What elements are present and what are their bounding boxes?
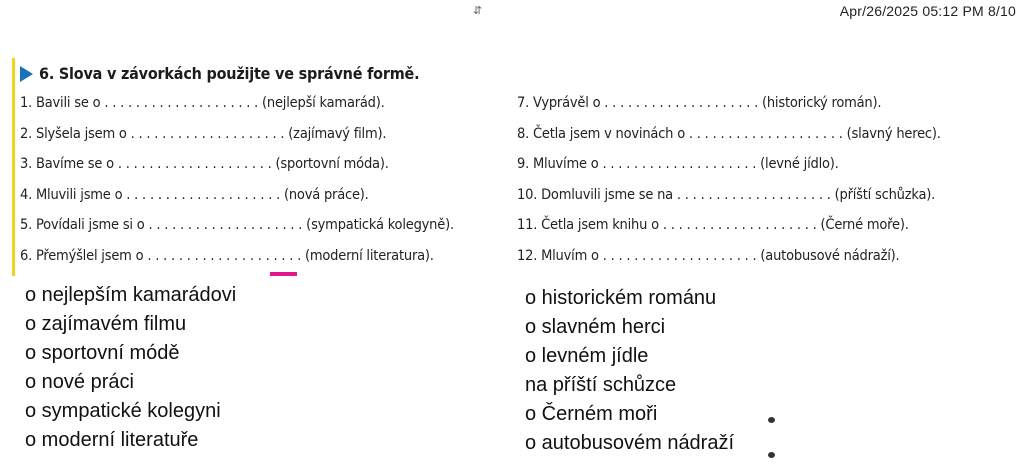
sort-arrows-icon[interactable]: ⇵ [473, 4, 483, 17]
exercise-item-5: 5. Povídali jsme si o . . . . . . . . . . . . . . . . . . . . (sympatická kolegyně). [20, 217, 454, 233]
answers-list-left [25, 283, 236, 457]
answers-list-right [525, 286, 734, 460]
exercise-item-8: 8. Četla jsem v novinách o . . . . . . . . . . . . . . . . . . . . (slavný herec). [517, 125, 941, 142]
datetime-status: Apr/26/2025 05:12 PM 8/10 [839, 3, 1016, 19]
exercise-item-2: 2. Slyšela jsem o . . . . . . . . . . . . . . . . . . . . (zajímavý film). [20, 125, 387, 142]
exercise-title: 6. Slova v závorkách použijte ve správné formě. [39, 64, 420, 83]
exercise-list-right [517, 94, 941, 277]
answer-item-5: o sympatické kolegyni [25, 400, 221, 422]
highlight-mark [270, 272, 297, 276]
answer-item-2: o zajímavém filmu [25, 313, 187, 335]
exercise-list-left [20, 94, 454, 277]
exercise-header [20, 64, 419, 83]
exercise-item-10: 10. Domluvili jsme se na . . . . . . . . . . . . . . . . . . . . (příští schůzka). [517, 186, 936, 203]
exercise-item-11: 11. Četla jsem knihu o . . . . . . . . . . . . . . . . . . . . (Černé moře). [517, 217, 909, 233]
answer-item-1: o nejlepším kamarádovi [25, 284, 237, 306]
answer-item-4: o nové práci [25, 371, 134, 393]
answer-item-10: na příští schůzce [525, 374, 677, 396]
text-cursor-handle-bottom[interactable] [768, 452, 775, 458]
exercise-item-7: 7. Vyprávěl o . . . . . . . . . . . . . . . . . . . . (historický román). [517, 95, 882, 111]
exercise-item-9: 9. Mluvíme o . . . . . . . . . . . . . . . . . . . . (levné jídlo). [517, 156, 839, 172]
exercise-panel [12, 58, 1012, 276]
exercise-item-4: 4. Mluvili jsme o . . . . . . . . . . . . . . . . . . . . (nová práce). [20, 186, 369, 203]
exercise-item-6: 6. Přemýšlel jsem o . . . . . . . . . . . . . . . . . . . . (moderní literatura). [20, 247, 434, 264]
accent-bar [12, 58, 15, 276]
exercise-item-1: 1. Bavili se o . . . . . . . . . . . . . . . . . . . . (nejlepší kamarád). [20, 95, 385, 111]
answer-item-11: o Černém moři [525, 403, 658, 425]
answer-item-3: o sportovní módě [25, 342, 180, 364]
answer-item-12: o autobusovém nádraží [525, 432, 735, 454]
exercise-item-3: 3. Bavíme se o . . . . . . . . . . . . . . . . . . . . (sportovní móda). [20, 156, 389, 172]
text-cursor-handle-top[interactable] [768, 417, 775, 423]
answer-item-6: o moderní literatuře [25, 429, 199, 451]
exercise-item-12: 12. Mluvím o . . . . . . . . . . . . . . . . . . . . (autobusové nádraží). [517, 247, 900, 264]
answer-item-9: o levném jídle [525, 345, 649, 367]
answer-item-7: o historickém románu [525, 287, 717, 309]
answer-item-8: o slavném herci [525, 316, 666, 338]
triangle-play-icon [20, 66, 33, 82]
